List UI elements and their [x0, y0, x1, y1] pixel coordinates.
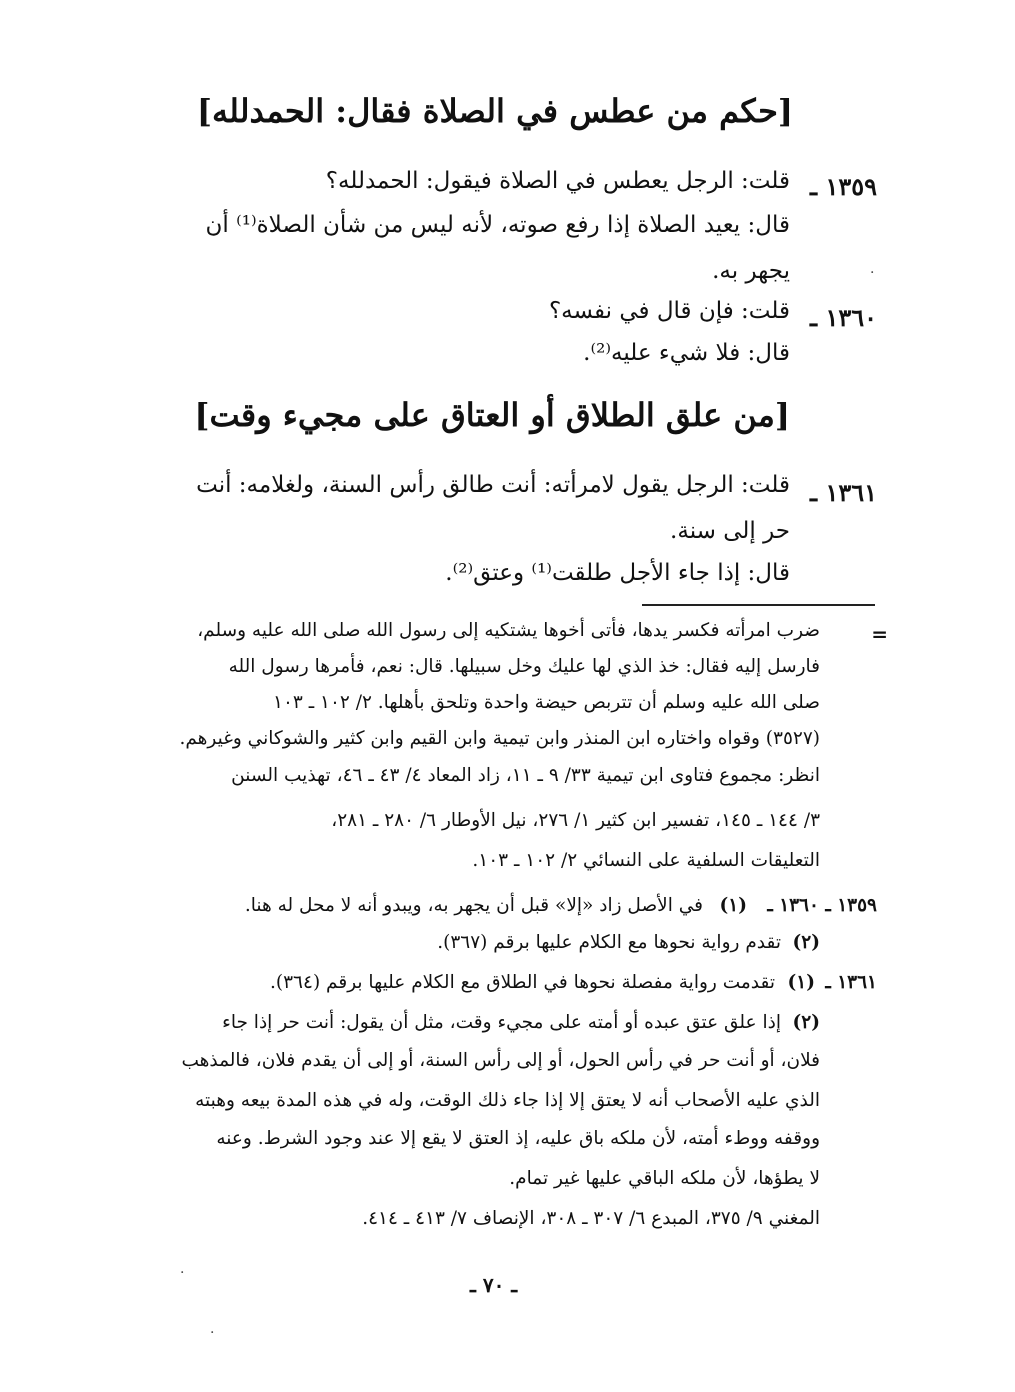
footnote-number: (١)	[787, 972, 815, 993]
question-text: قلت: فإن قال في نفسه؟	[548, 298, 790, 324]
footnote-line: صلى الله عليه وسلم أن تتربص حيضة واحدة وتلحق بأهلها. ٢/ ١٠٢ ـ ١٠٣	[273, 692, 820, 713]
footnote-text: فلان، أو أنت حر في رأس الحول، أو إلى رأس السنة، أو إلى أن يقدم فلان، فالمذهب	[181, 1050, 820, 1071]
footnote-text: الذي عليه الأصحاب أنه لا يعتق إلا إذا جاء ذلك الوقت، وله في هذه المدة بيعه وهبته	[195, 1090, 820, 1111]
question-text-continued: حر إلى سنة.	[670, 518, 790, 544]
scan-speck: ·	[180, 1265, 185, 1281]
footnote-line: ٣/ ١٤٤ ـ ١٤٥، تفسير ابن كثير ١/ ٢٧٦، نيل الأوطار ٦/ ٢٨٠ ـ ٢٨١،	[331, 810, 820, 831]
footnote-entry-label: ١٣٥٩ ـ ١٣٦٠ ـ	[767, 895, 877, 916]
question-text: قلت: الرجل يقول لامرأته: أنت طالق رأس السنة، ولغلامه: أنت	[196, 472, 790, 498]
footnote-line: التعليقات السلفية على النسائي ٢/ ١٠٢ ـ ١٠٣.	[472, 850, 820, 871]
footnote-line: ضرب امرأته فكسر يدها، فأتى أخوها يشتكيه إلى رسول الله صلى الله عليه وسلم،	[197, 620, 820, 641]
footnote-text: المغني ٩/ ٣٧٥، المبدع ٦/ ٣٠٧ ـ ٣٠٨، الإنصاف ٧/ ٤١٣ ـ ٤١٤.	[362, 1208, 820, 1229]
footnote-text: في الأصل زاد «إلا» قبل أن يجهر به، ويبدو أنه لا محل له هنا.	[244, 895, 703, 916]
section-heading: [من علق الطلاق أو العتاق على مجيء وقت]	[194, 396, 790, 434]
footnote-separator	[642, 604, 875, 606]
footnote-line: انظر: مجموع فتاوى ابن تيمية ٣٣/ ٩ ـ ١١، زاد المعاد ٤/ ٤٣ ـ ٤٦، تهذيب السنن	[231, 765, 820, 786]
answer-text: قال: فلا شيء عليه⁽²⁾.	[583, 340, 790, 366]
footnote-text: تقدم رواية نحوها مع الكلام عليها برقم (٣٦٧).	[437, 932, 781, 953]
answer-text-continued: يجهر به.	[712, 258, 790, 284]
footnote-number: (٢)	[792, 932, 820, 953]
footnote-text: ووقفه ووطء أمته، لأن ملكه باق عليه، إذ العتق لا يقع إلا عند وجود الشرط. وعنه	[216, 1128, 820, 1149]
entry-number: ١٣٥٩ ـ	[810, 172, 877, 201]
answer-text: قال: يعيد الصلاة إذا رفع صوته، لأنه ليس من شأن الصلاة⁽¹⁾ أن	[205, 212, 790, 238]
footnote-text: لا يطؤها، لأن ملكه الباقي عليها غير تمام.	[509, 1168, 820, 1189]
question-text: قلت: الرجل يعطس في الصلاة فيقول: الحمدلله؟	[325, 168, 790, 194]
footnote-line: فارسل إليه فقال: خذ الذي لها عليك وخل سبيلها. قال: نعم، فأمرها رسول الله	[228, 656, 820, 677]
entry-number: ١٣٦١ ـ	[810, 478, 877, 507]
footnote-entry-label: ١٣٦١ ـ	[825, 972, 877, 993]
footnote-number: (٢)	[792, 1012, 820, 1033]
footnote-number: (١)	[719, 895, 747, 916]
scan-speck: ·	[210, 1325, 215, 1341]
page-number: ـ ٧٠ ـ	[470, 1273, 518, 1297]
footnote-line: (٣٥٢٧) وقواه واختاره ابن المنذر وابن تيمية وابن القيم وابن كثير والشوكاني وغيرهم.	[179, 728, 820, 749]
entry-number: ١٣٦٠ ـ	[810, 303, 877, 332]
answer-text: قال: إذا جاء الأجل طلقت⁽¹⁾ وعتق⁽²⁾.	[445, 560, 790, 586]
section-heading: [حكم من عطس في الصلاة فقال: الحمدلله]	[196, 92, 793, 130]
scan-speck: ·	[870, 265, 875, 281]
continuation-marker: =	[871, 622, 888, 646]
footnote-text: تقدمت رواية مفصلة نحوها في الطلاق مع الكلام عليها برقم (٣٦٤).	[270, 972, 775, 993]
footnote-text: إذا علق عتق عبده أو أمته على مجيء وقت، مثل أن يقول: أنت حر إذا جاء	[222, 1012, 781, 1033]
